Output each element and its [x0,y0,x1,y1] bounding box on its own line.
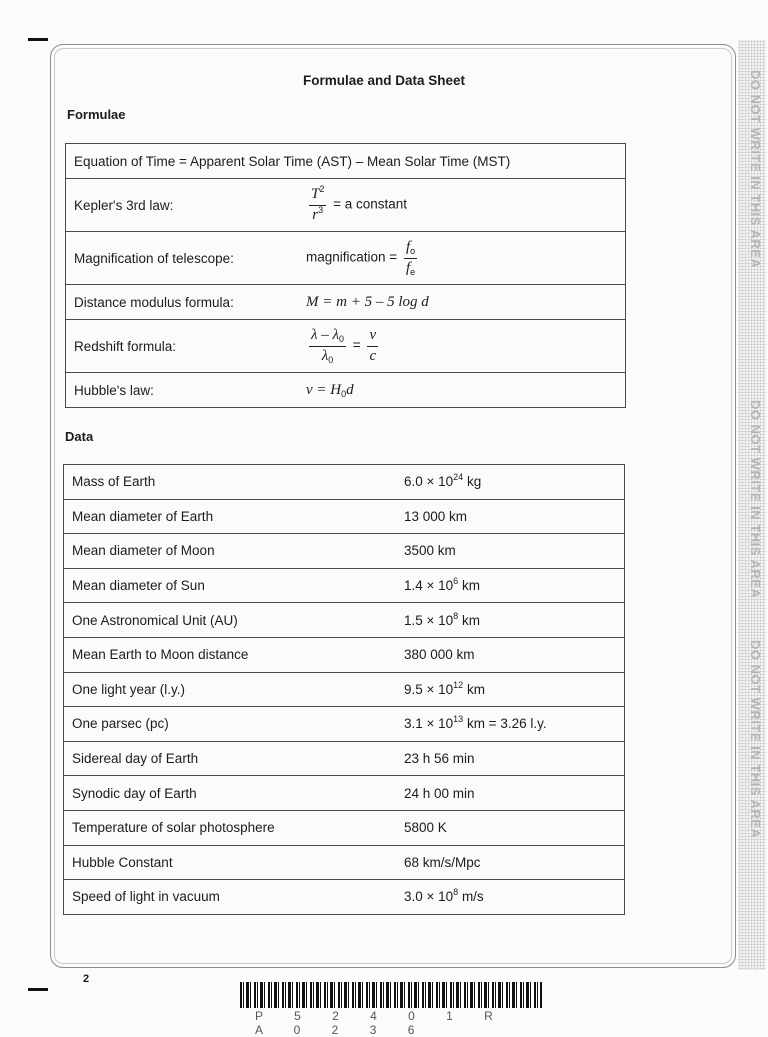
data-value: 24 h 00 min [392,776,625,811]
data-row [64,810,625,845]
formula-row-kepler [66,179,626,232]
data-label: One light year (l.y.) [64,672,393,707]
data-label: Sidereal day of Earth [64,741,393,776]
data-label: Mean diameter of Earth [64,499,393,534]
data-value: 5800 K [392,810,625,845]
data-value: $1.4 \times 10^6$ km [392,568,625,603]
data-value: 380 000 km [392,637,625,672]
page-title: Formulae and Data Sheet [302,73,466,88]
magnification-formula: magnification = $\frac{f_o}{f_e}$ [294,232,626,285]
registration-mark-bottom [28,988,48,991]
kepler-fraction: $\frac{T^2}{r^3}$ [311,184,325,223]
formula-row-distance-modulus [66,285,626,320]
redshift-right-fraction: $\frac{v}{c}$ [369,327,377,364]
data-value: 3500 km [392,534,625,569]
data-row [64,845,625,880]
data-row [64,741,625,776]
data-value: $6.0 \times 10^{24}$ kg [392,465,625,500]
formula-label: Redshift formula: [66,320,295,373]
data-label: Mean Earth to Moon distance [64,637,393,672]
formula-row-redshift [66,320,626,373]
formula-row-magnification [66,232,626,285]
data-row [64,499,625,534]
data-value: 13 000 km [392,499,625,534]
data-label: Temperature of solar photosphere [64,810,393,845]
data-heading: Data [65,429,94,444]
data-table [63,464,625,915]
formula-label: Kepler's 3rd law: [66,179,295,232]
data-row [64,603,625,638]
data-row [64,637,625,672]
data-row [64,776,625,811]
data-row [64,880,625,915]
registration-mark-top [28,38,48,41]
formulae-heading: Formulae [67,107,126,122]
formula-label: Distance modulus formula: [66,285,295,320]
formula-row-hubble [66,373,626,408]
data-row [64,465,625,500]
formula-label: Magnification of telescope: [66,232,295,285]
data-value: 23 h 56 min [392,741,625,776]
data-row [64,534,625,569]
barcode-digits: P 5 2 4 0 1 R A 0 2 3 6 [255,1009,507,1037]
data-value: $1.5 \times 10^8$ km [392,603,625,638]
data-label: Speed of light in vacuum [64,880,393,915]
data-label: Mean diameter of Moon [64,534,393,569]
margin-warning-text: DO NOT WRITE IN THIS AREA [748,70,763,269]
formula-label: Hubble's law: [66,373,295,408]
data-label: One parsec (pc) [64,707,393,742]
data-row [64,707,625,742]
magnification-fraction: $\frac{f_o}{f_e}$ [405,239,416,277]
margin-warning-text: DO NOT WRITE IN THIS AREA [748,400,763,599]
data-label: One Astronomical Unit (AU) [64,603,393,638]
data-label: Mean diameter of Sun [64,568,393,603]
equation-of-time-cell: Equation of Time = Apparent Solar Time (AST) – Mean Solar Time (MST) [66,144,626,179]
redshift-left-fraction: $\frac{\lambda - \lambda_0}{\lambda_0}$ [311,327,345,365]
data-label: Mass of Earth [64,465,393,500]
data-row [64,568,625,603]
data-label: Synodic day of Earth [64,776,393,811]
redshift-formula: $\frac{\lambda - \lambda_0}{\lambda_0}$ = $\frac{v}{c}$ [294,320,626,373]
barcode [240,982,542,1008]
formulae-table [65,143,626,408]
data-label: Hubble Constant [64,845,393,880]
data-row [64,672,625,707]
data-value: $3.0 \times 10^8$ m/s [392,880,625,915]
kepler-formula: $\frac{T^2}{r^3}$ = a constant [294,179,626,232]
distance-modulus-formula: M = m + 5 – 5 log d [294,285,626,320]
margin-warning-text: DO NOT WRITE IN THIS AREA [748,640,763,839]
page-number: 2 [83,973,90,985]
data-value: $3.1 \times 10^{13}$ km = 3.26 l.y. [392,707,625,742]
data-value: 68 km/s/Mpc [392,845,625,880]
hubble-formula: $v = H_0d$ [294,373,626,408]
data-value: $9.5 \times 10^{12}$ km [392,672,625,707]
